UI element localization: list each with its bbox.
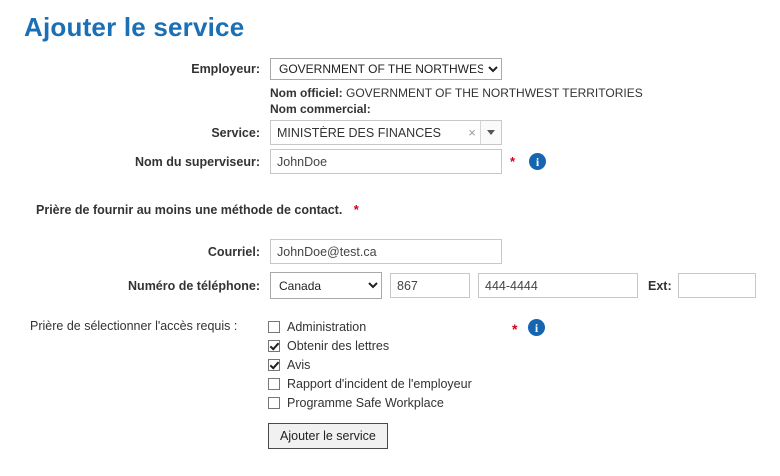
list-item[interactable] — [268, 318, 472, 335]
phone-ext-input[interactable] — [678, 273, 756, 298]
clear-icon[interactable]: × — [468, 125, 476, 140]
checkbox-safe-workplace[interactable] — [268, 397, 280, 409]
contact-method-notice — [36, 202, 359, 217]
checkbox-label: Obtenir des lettres — [287, 338, 390, 353]
employer-select[interactable] — [270, 58, 502, 80]
phone-country-select[interactable] — [270, 272, 382, 299]
info-icon[interactable]: i — [528, 319, 545, 336]
service-row — [120, 120, 502, 145]
list-item[interactable] — [268, 337, 472, 354]
commercial-name-label: Nom commercial: — [270, 102, 371, 116]
commercial-name-line — [270, 102, 371, 116]
checkbox-label: Avis — [287, 357, 311, 372]
email-row — [120, 239, 502, 264]
phone-area-code-input[interactable] — [390, 273, 470, 298]
list-item[interactable] — [268, 356, 472, 373]
checkbox-administration[interactable] — [268, 321, 280, 333]
phone-ext-label: Ext: — [648, 278, 672, 293]
phone-row — [120, 272, 756, 299]
page-title: Ajouter le service — [24, 12, 245, 42]
employer-row — [120, 58, 502, 80]
list-item[interactable] — [268, 394, 472, 411]
checkbox-obtenir-des-lettres[interactable] — [268, 340, 280, 352]
info-icon[interactable]: i — [529, 153, 546, 170]
list-item[interactable] — [268, 375, 472, 392]
service-label: Service: — [211, 125, 260, 140]
email-input[interactable] — [270, 239, 502, 264]
email-label: Courriel: — [207, 244, 260, 259]
official-name-line — [270, 86, 643, 100]
checkbox-label: Administration — [287, 319, 367, 334]
checkbox-label: Programme Safe Workplace — [287, 395, 444, 410]
checkbox-label: Rapport d'incident de l'employeur — [287, 376, 472, 391]
supervisor-label: Nom du superviseur: — [134, 154, 260, 169]
phone-number-input[interactable] — [478, 273, 638, 298]
supervisor-input[interactable] — [270, 149, 502, 174]
service-selected-value: MINISTÈRE DES FINANCES — [277, 125, 441, 140]
phone-label: Numéro de téléphone: — [128, 278, 260, 293]
checkbox-rapport-incident[interactable] — [268, 378, 280, 390]
access-required-marker: * — [512, 321, 518, 337]
supervisor-row — [120, 149, 546, 174]
contact-required-marker: * — [353, 202, 359, 217]
access-required-label: Prière de sélectionner l'accès requis : — [30, 319, 238, 333]
employer-label: Employeur: — [191, 62, 260, 76]
supervisor-required-marker: * — [510, 154, 516, 169]
contact-method-notice-text: Prière de fournir au moins une méthode de contact. — [36, 203, 343, 217]
official-name-label: Nom officiel: — [270, 86, 343, 100]
service-combobox[interactable] — [270, 120, 502, 145]
checkbox-avis[interactable] — [268, 359, 280, 371]
access-checkbox-list — [268, 318, 472, 413]
official-name-value: GOVERNMENT OF THE NORTHWEST TERRITORIES — [346, 86, 643, 100]
add-service-button[interactable]: Ajouter le service — [268, 423, 388, 449]
chevron-down-icon[interactable] — [480, 121, 501, 144]
